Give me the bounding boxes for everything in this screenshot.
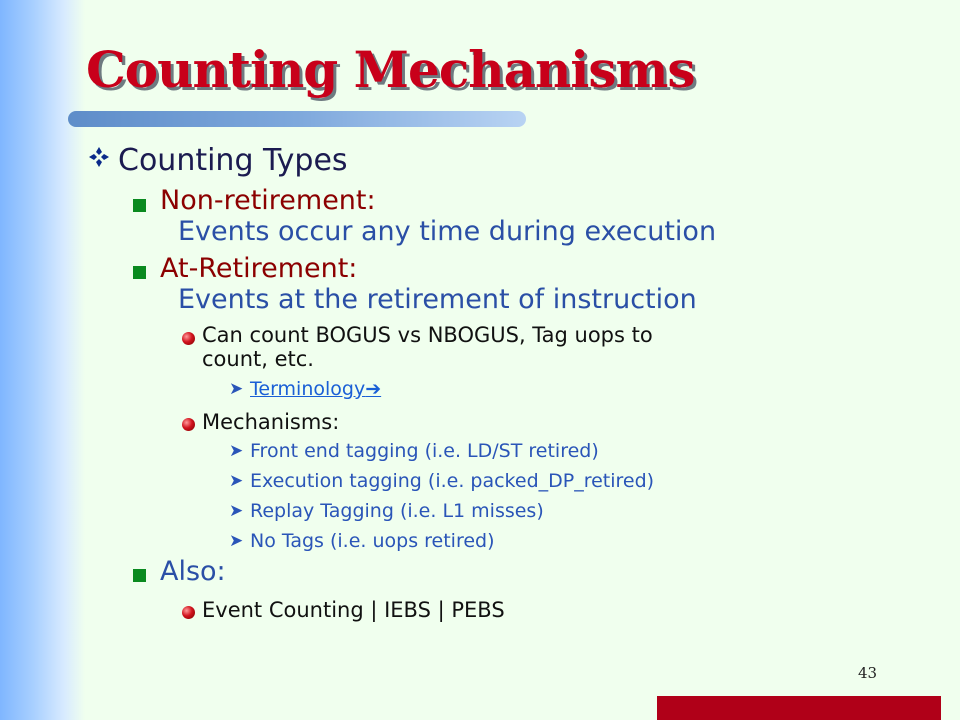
count-text-line2: count, etc. [202, 347, 314, 371]
arrow-bullet-icon: ➤ [229, 471, 244, 491]
mechanism-item: Replay Tagging (i.e. L1 misses) [250, 500, 544, 522]
mechanism-item: Front end tagging (i.e. LD/ST retired) [250, 440, 599, 462]
also-item: Event Counting | IEBS | PEBS [202, 598, 505, 622]
at-retirement-desc: Events at the retirement of instruction [178, 284, 697, 315]
left-gradient-bar [0, 0, 85, 720]
mechanism-item: No Tags (i.e. uops retired) [250, 530, 495, 552]
square-bullet-icon [133, 266, 146, 279]
arrow-bullet-icon: ➤ [229, 379, 244, 399]
red-ball-bullet-icon [182, 418, 195, 431]
non-retirement-label: Non-retirement: [160, 185, 376, 216]
non-retirement-desc: Events occur any time during execution [178, 216, 717, 247]
diamond-bullet-icon [88, 146, 110, 168]
square-bullet-icon [133, 199, 146, 212]
page-number: 43 [858, 664, 878, 682]
mechanisms-label: Mechanisms: [202, 410, 340, 434]
link-arrow-icon[interactable]: ➔ [365, 378, 382, 400]
arrow-bullet-icon: ➤ [229, 441, 244, 461]
at-retirement-label: At-Retirement: [160, 253, 358, 284]
red-ball-bullet-icon [182, 332, 195, 345]
terminology-link-text[interactable]: Terminology [250, 378, 366, 400]
arrow-bullet-icon: ➤ [229, 501, 244, 521]
terminology-link[interactable] [250, 378, 381, 400]
also-label: Also: [160, 556, 226, 587]
arrow-bullet-icon: ➤ [229, 531, 244, 551]
count-text-line1: Can count BOGUS vs NBOGUS, Tag uops to [202, 323, 653, 347]
mechanism-item: Execution tagging (i.e. packed_DP_retired) [250, 470, 655, 492]
title-underline-bar [68, 111, 526, 127]
red-ball-bullet-icon [182, 606, 195, 619]
heading-counting-types: Counting Types [118, 143, 348, 178]
corner-accent-bar [657, 696, 941, 720]
slide-title: Counting Mechanisms [86, 40, 695, 99]
square-bullet-icon [133, 569, 146, 582]
